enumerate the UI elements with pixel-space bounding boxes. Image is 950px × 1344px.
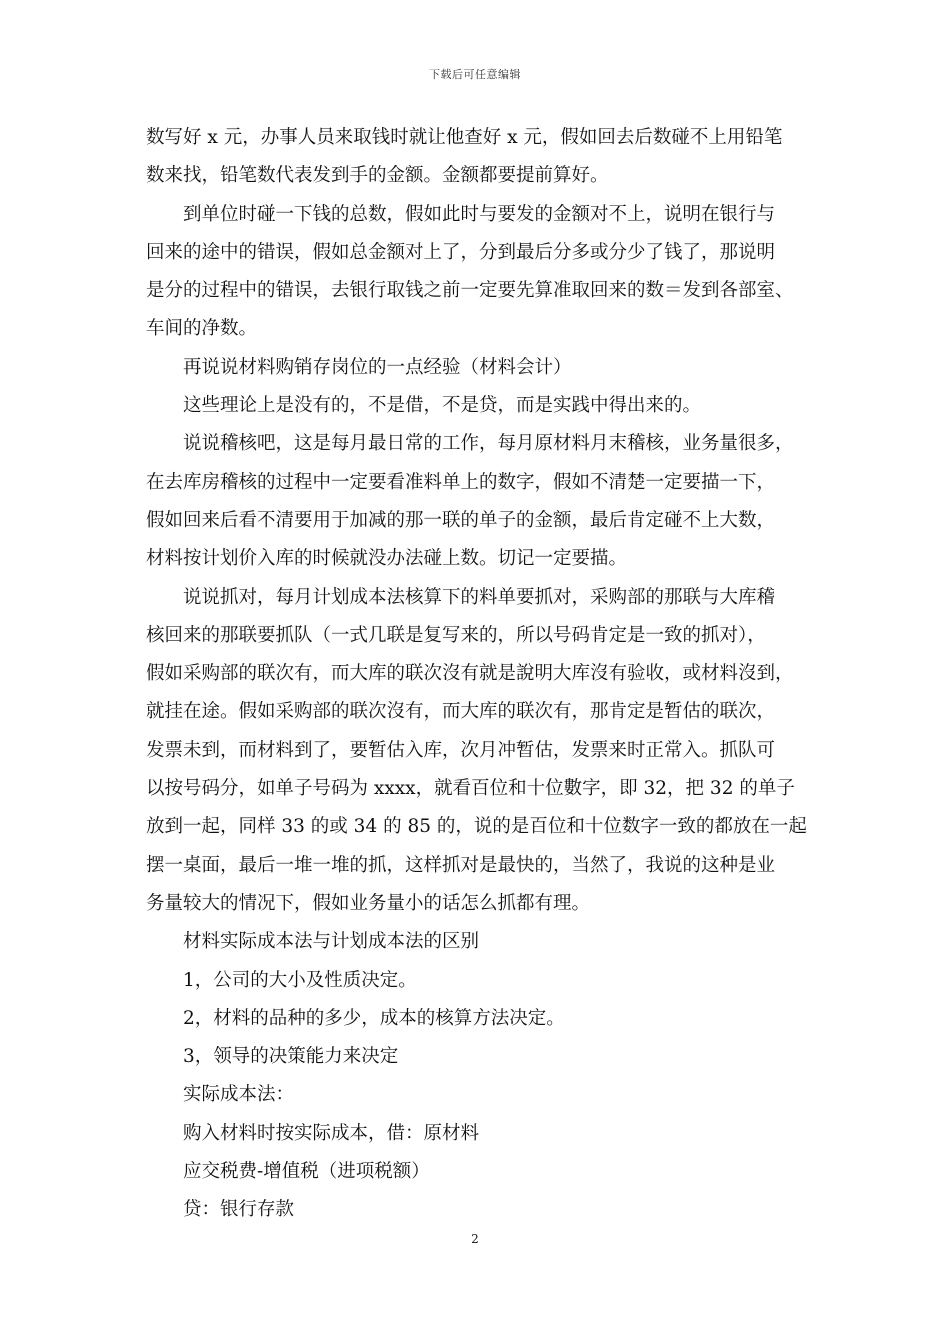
text-line: 摆一桌面，最后一堆一堆的抓，这样抓对是最快的，当然了，我说的这种是业 <box>146 854 776 876</box>
text-line: 核回来的那联要抓队（一式几联是复写来的，所以号码肯定是一致的抓对）， <box>146 624 766 646</box>
text-line: 车间的净数。 <box>146 318 258 340</box>
text-line: 1，公司的大小及性质决定。 <box>183 969 417 991</box>
text-line: 购入材料时按实际成本，借：原材料 <box>183 1122 480 1144</box>
document-body <box>146 119 810 1230</box>
text-line: 数来找，铅笔数代表发到手的金额。金额都要提前算好。 <box>146 165 609 187</box>
text-line: 以按号码分，如单子号码为 xxxx，就看百位和十位數字，即 32，把 32 的单子 <box>146 778 795 800</box>
text-line: 2，材料的品种的多少，成本的核算方法决定。 <box>183 1007 565 1029</box>
text-line: 再说说材料购销存岗位的一点经验（材料会计） <box>183 356 572 378</box>
text-line: 在去库房稽核的过程中一定要看准料单上的数字，假如不清楚一定要描一下， <box>146 471 776 493</box>
text-line: 材料按计划价入库的时候就没办法碰上数。切记一定要描。 <box>146 548 628 570</box>
text-line: 材料实际成本法与计划成本法的区别 <box>183 931 480 953</box>
text-line: 放到一起，同样 33 的或 34 的 85 的，说的是百位和十位数字一致的都放在一起 <box>146 816 807 838</box>
text-line: 到单位时碰一下钱的总数，假如此时与要发的金额对不上，说明在银行与 <box>183 203 776 225</box>
page-number: 2 <box>471 1232 479 1246</box>
text-line: 说说稽核吧，这是每月最日常的工作，每月原材料月末稽核，业务量很多， <box>183 433 794 455</box>
text-line: 是分的过程中的错误，去银行取钱之前一定要先算准取回来的数＝发到各部室、 <box>146 280 794 302</box>
text-line: 假如采购部的联次有，而大库的联次沒有就是說明大库沒有验收，或材料沒到， <box>146 663 794 685</box>
text-line: 回来的途中的错误，假如总金额对上了，分到最后分多或分少了钱了，那说明 <box>146 241 776 263</box>
text-line: 实际成本法： <box>183 1084 295 1106</box>
text-line: 这些理论上是没有的，不是借，不是贷，而是实践中得出来的。 <box>183 395 702 417</box>
page-header: 下载后可任意编辑 <box>429 68 521 81</box>
text-line: 假如回来后看不清要用于加减的那一联的单子的金额，最后肯定碰不上大数， <box>146 509 776 531</box>
text-line: 数写好 x 元，办事人员来取钱时就让他查好 x 元，假如回去后数碰不上用铅笔 <box>146 127 783 148</box>
text-line: 就挂在途。假如采购部的联次沒有，而大库的联次有，那肯定是暂估的联次， <box>146 701 776 723</box>
text-line: 说说抓对，每月计划成本法核算下的料单要抓对，采购部的那联与大库稽 <box>183 586 776 608</box>
text-line: 3，领导的决策能力来决定 <box>183 1046 399 1068</box>
text-line: 应交税费-增值税（进项税额） <box>183 1161 430 1183</box>
text-line: 贷：银行存款 <box>183 1199 295 1221</box>
text-line: 发票未到，而材料到了，要暂估入库，次月冲暂估，发票来时正常入。抓队可 <box>146 739 776 761</box>
text-line: 务量较大的情况下，假如业务量小的话怎么抓都有理。 <box>146 892 591 914</box>
